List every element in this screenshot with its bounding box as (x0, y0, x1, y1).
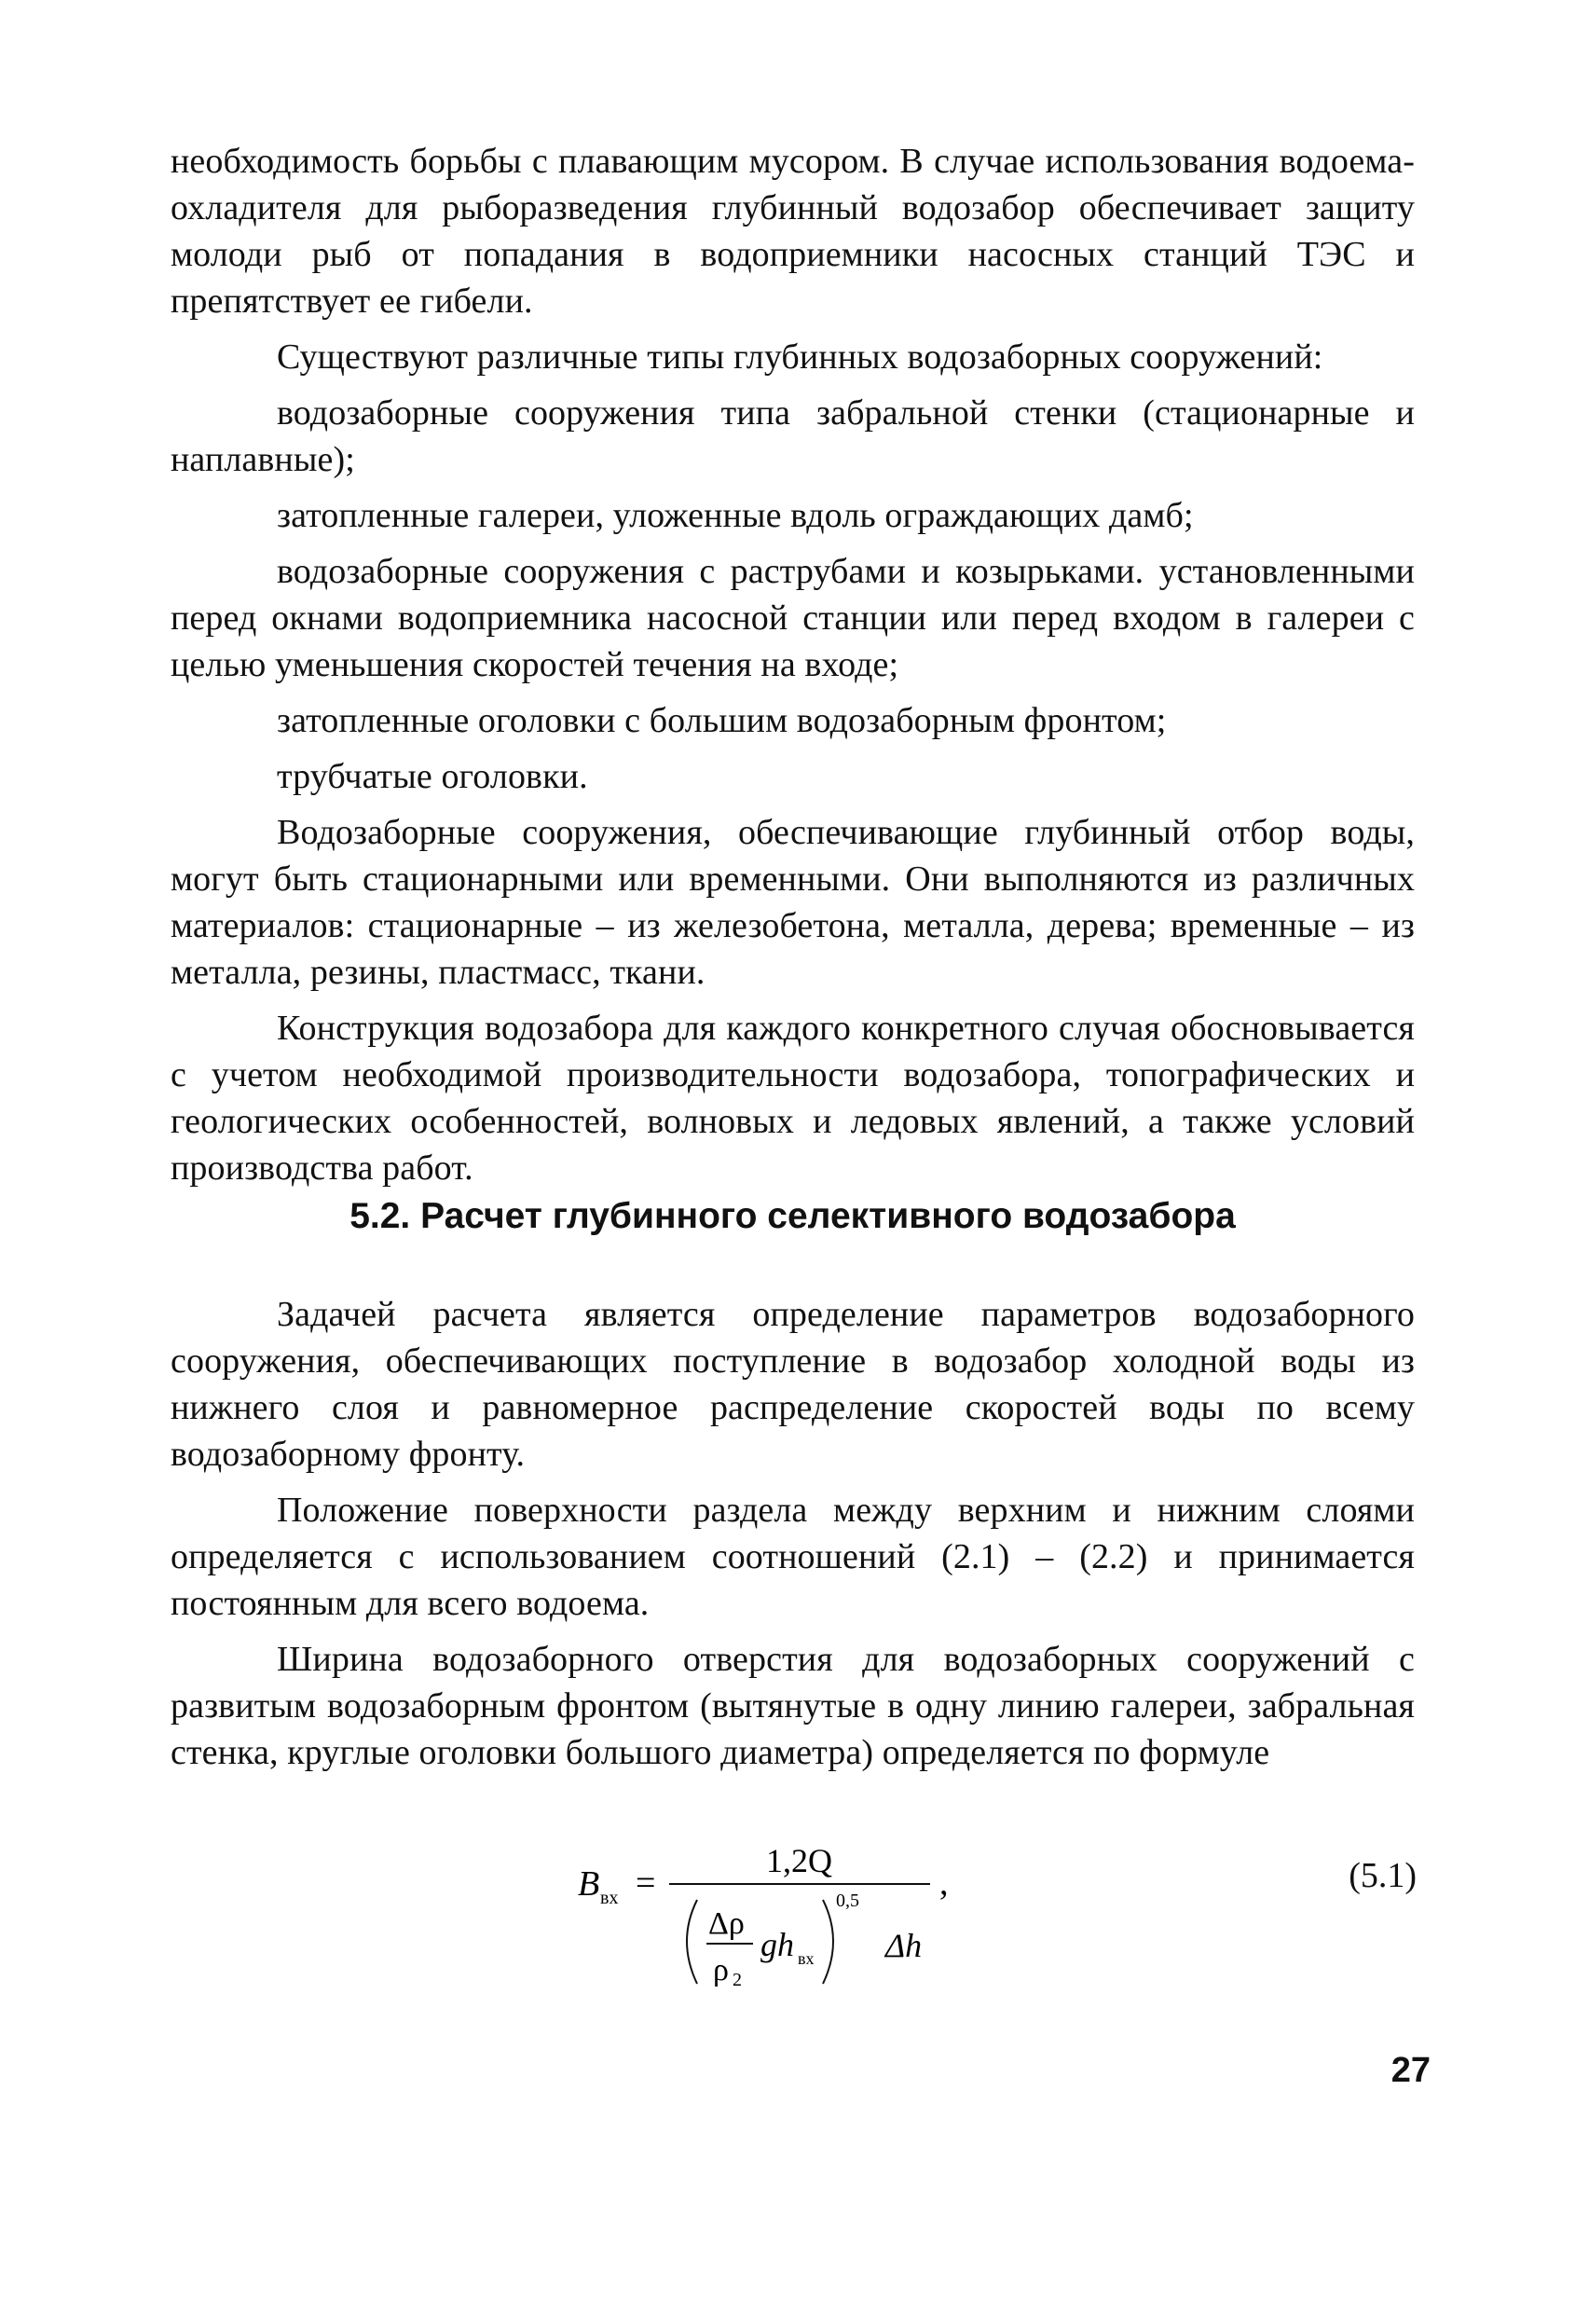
paragraph-construction: Конструкция водозабора для каждого конкретного случая обосновывается с учетом необходимой производительности водозабора, топографических и геологических особенностей, волновых и ледовых явлений, а также условий производства работ. (171, 1009, 1415, 1188)
body-text-bottom (171, 1291, 1415, 1776)
list-item-rastruby: водозаборные сооружения с раструбами и козырьками. установленными перед окнами водоприемника насосной станции или перед входом в галереи с целью уменьшения скоростей течения на входе; (171, 552, 1415, 684)
list-item-ogolovki: затопленные оголовки с большим водозаборным фронтом; (277, 701, 1167, 740)
paragraph-2: Существуют различные типы глубинных водозаборных сооружений: (277, 337, 1323, 377)
formula-numerator: 1,2Q (766, 1842, 832, 1879)
formula-rho-subscript: 2 (733, 1970, 742, 1990)
formula-comma: , (939, 1863, 949, 1903)
formula-5-1 (578, 1836, 1417, 2023)
paragraph-interface: Положение поверхности раздела между верхним и нижним слоями определяется с использованием соотношений (2.1) – (2.2) и принимается постоянным для всего водоема. (171, 1491, 1415, 1623)
formula-gh-subscript: вх (798, 1949, 815, 1968)
formula-delta-h: Δh (885, 1927, 923, 1964)
page-number: 27 (1390, 2051, 1431, 2090)
paragraph-task: Задачей расчета является определение параметров водозаборного сооружения, обеспечивающих поступление в водозабор холодной воды из нижнего слоя и равномерное распределение скоростей воды по всему водозаборному фронту. (171, 1295, 1415, 1474)
list-item-trubchatye: трубчатые оголовки. (277, 757, 588, 796)
formula-exponent: 0,5 (836, 1891, 859, 1911)
formula-left-paren (687, 1900, 697, 1984)
formula-right-paren (823, 1900, 833, 1984)
paragraph-width: Ширина водозаборного отверстия для водозаборных сооружений с развитым водозаборным фронтом (вытянутые в одну линию галереи, забральная стенка, круглые оголовки большого диаметра) определяется по формуле (171, 1640, 1415, 1772)
paragraph-materials: Водозаборные сооружения, обеспечивающие глубинный отбор воды, могут быть стационарными или временными. Они выполняются из различных материалов: стационарные – из железобетона, металла, дерева; временные – из металла, резины, пластмасс, ткани. (171, 813, 1415, 992)
list-item-zabralnaya-stenka: водозаборные сооружения типа забральной стенки (стационарные и наплавные); (171, 393, 1415, 479)
formula-lhs-subscript: вх (600, 1888, 619, 1908)
body-text-top (171, 138, 1415, 1191)
formula-rho: ρ (713, 1953, 729, 1987)
section-heading: 5.2. Расчет глубинного селективного водозабора (349, 1196, 1236, 1236)
paragraph-1: необходимость борьбы с плавающим мусором. В случае использования водоема-охладителя для рыборазведения глубинный водозабор обеспечивает защиту молоди рыб от попадания в водоприемники насосных станций ТЭС и препятствует ее гибели. (171, 142, 1415, 321)
formula-delta-rho: Δρ (708, 1906, 745, 1941)
formula-graphic (578, 1836, 1025, 2023)
formula-equals: = (636, 1863, 656, 1903)
formula-lhs-symbol: B (578, 1864, 600, 1904)
list-item-galerei: затопленные галереи, уложенные вдоль ограждающих дамб; (277, 496, 1194, 535)
formula-gh: gh (760, 1926, 794, 1963)
formula-number: (5.1) (1349, 1856, 1417, 1895)
